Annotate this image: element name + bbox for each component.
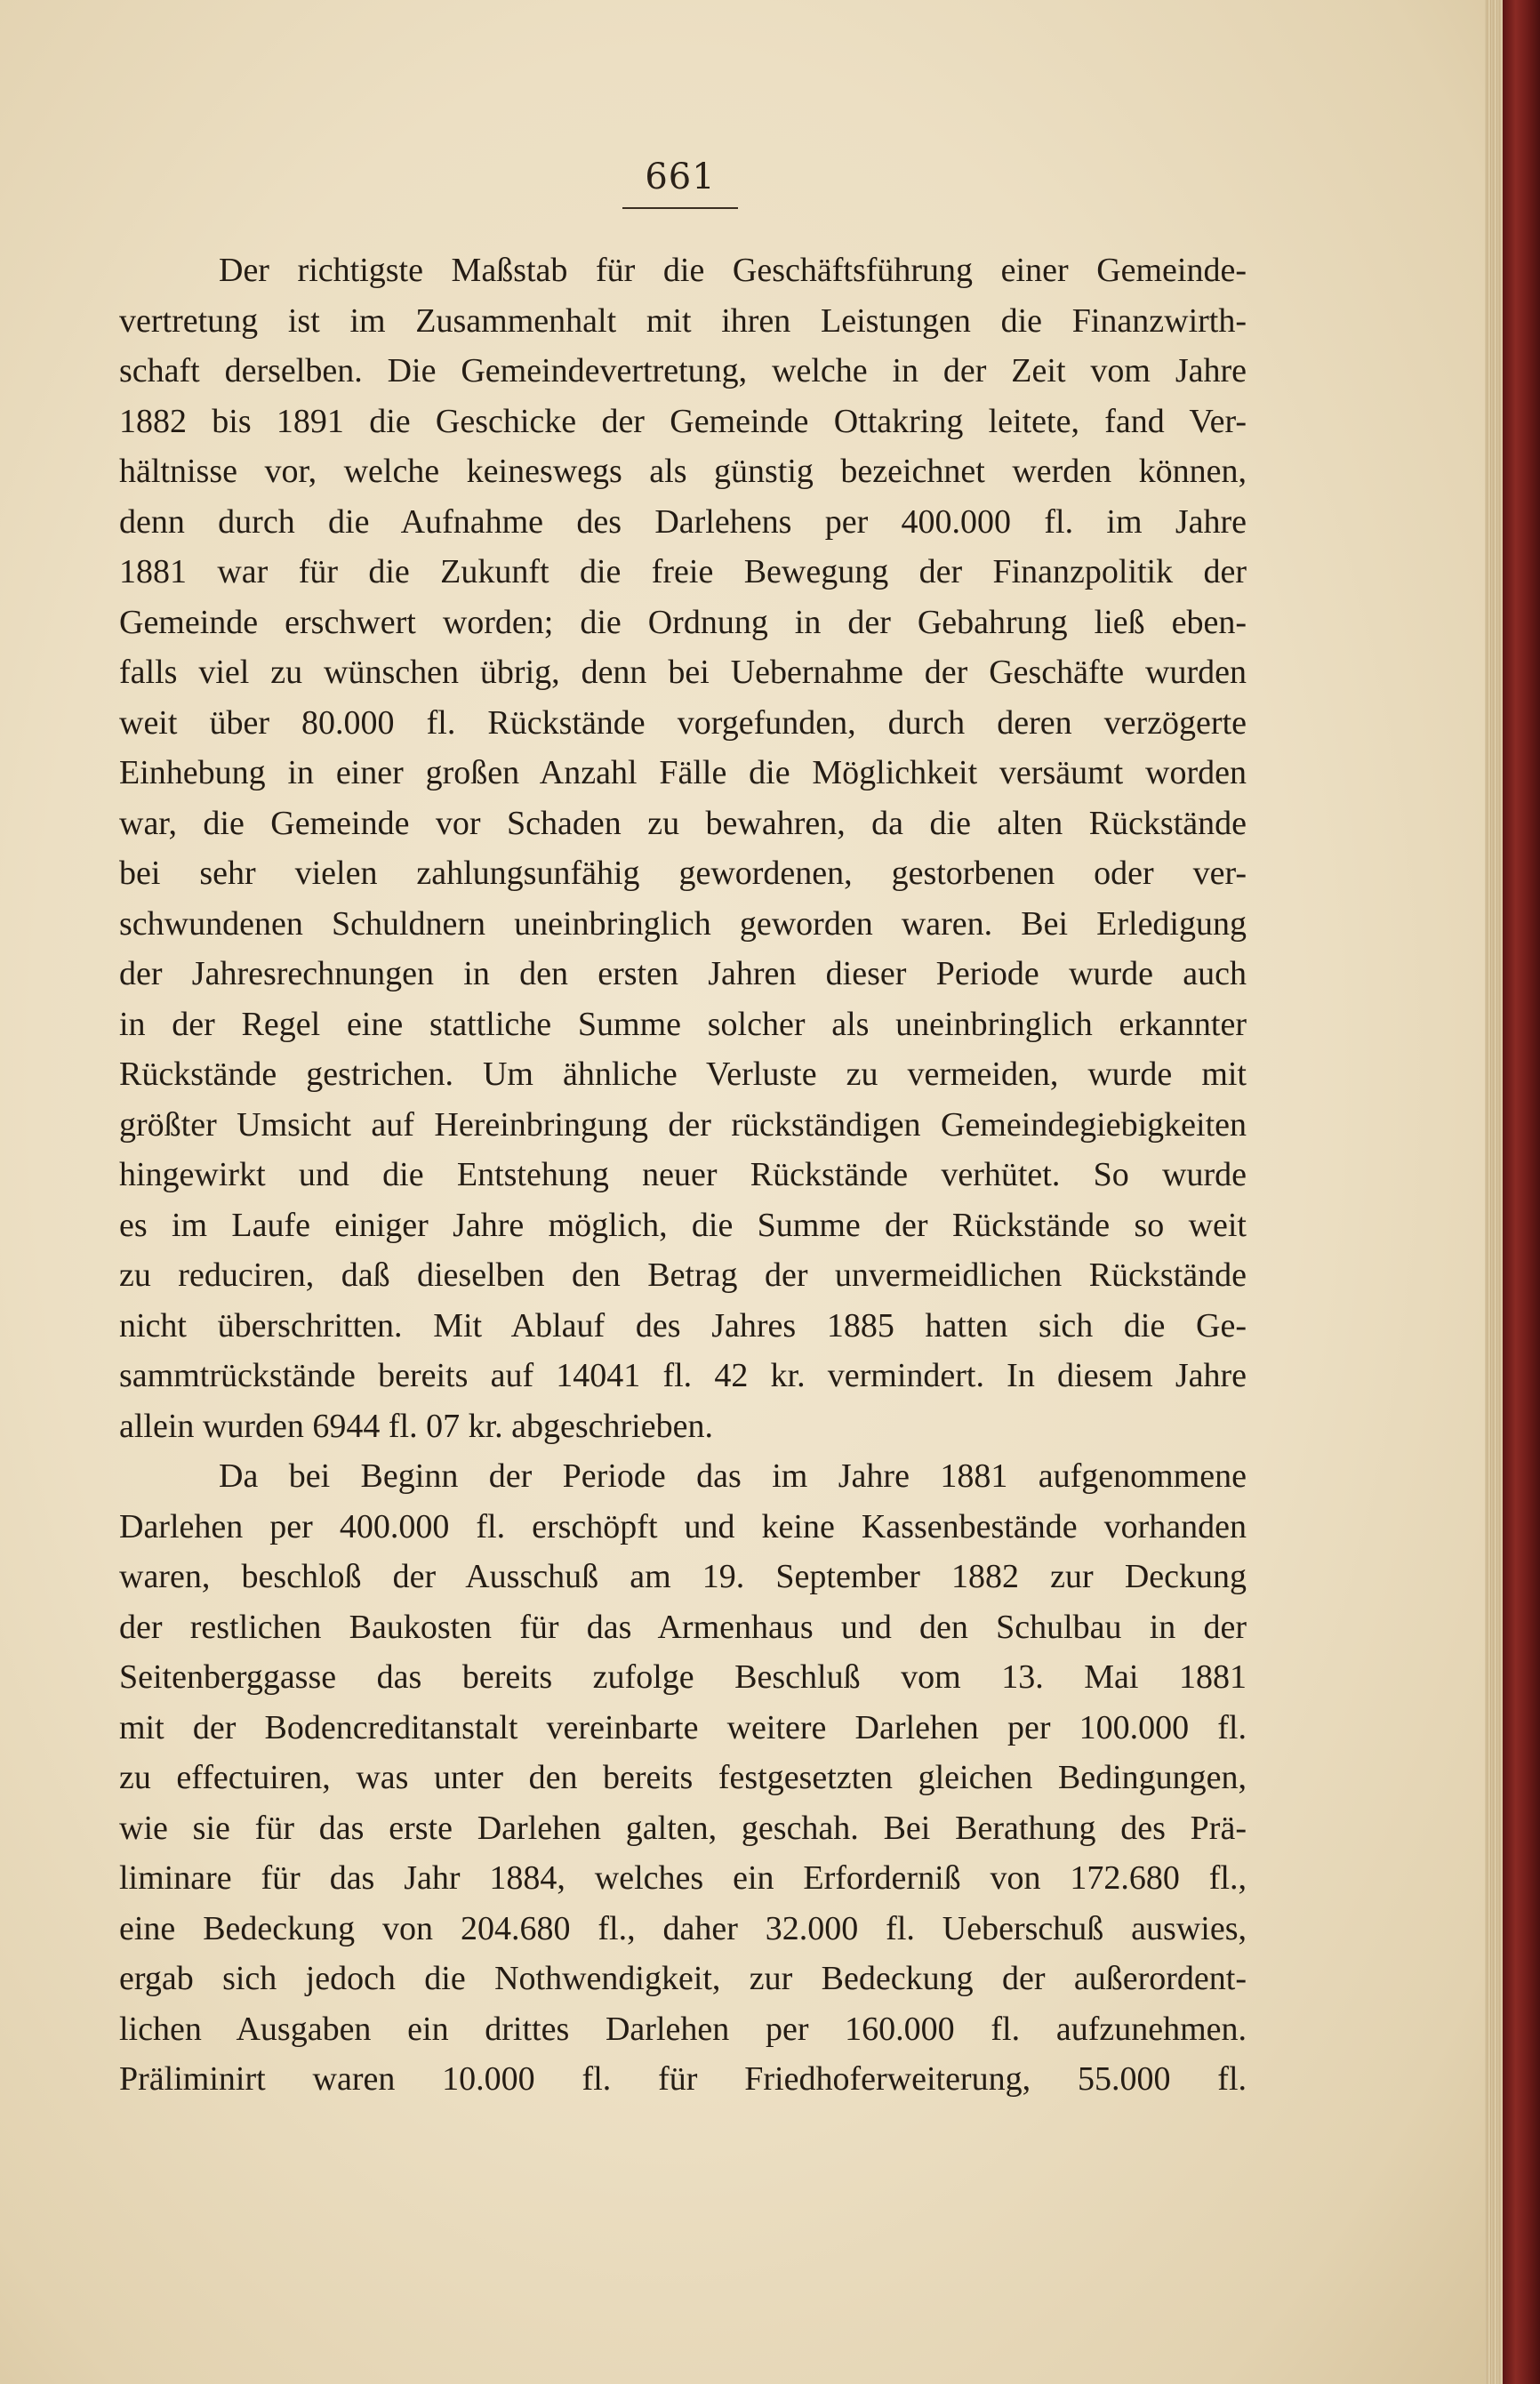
text-line: schaft derselben. Die Gemeindevertretung, welche in der Zeit vom Jahre bbox=[119, 352, 1247, 389]
body-text bbox=[119, 245, 1247, 2105]
text-line: ergab sich jedoch die Nothwendigkeit, zur Bedeckung der außerordent- bbox=[119, 1960, 1247, 1997]
text-line: mit der Bodencreditanstalt vereinbarte weitere Darlehen per 100.000 fl. bbox=[119, 1708, 1247, 1746]
text-line: Einhebung in einer großen Anzahl Fälle die Möglichkeit versäumt worden bbox=[119, 754, 1247, 791]
text-line: allein wurden 6944 fl. 07 kr. abgeschrieben. bbox=[119, 1407, 713, 1445]
text-line: weit über 80.000 fl. Rückstände vorgefunden, durch deren verzögerte bbox=[119, 703, 1247, 742]
text-line: war, die Gemeinde vor Schaden zu bewahren, da die alten Rückstände bbox=[119, 804, 1247, 842]
text-line: nicht überschritten. Mit Ablauf des Jahres 1885 hatten sich die Ge- bbox=[119, 1306, 1247, 1345]
text-line: bei sehr vielen zahlungsunfähig gewordenen, gestorbenen oder ver- bbox=[119, 855, 1247, 892]
text-line: 1881 war für die Zukunft die freie Bewegung der Finanzpolitik der bbox=[119, 553, 1247, 590]
text-line: Gemeinde erschwert worden; die Ordnung in der Gebahrung ließ eben- bbox=[119, 603, 1247, 641]
text-line: schwundenen Schuldnern uneinbringlich geworden waren. Bei Erledigung bbox=[119, 904, 1247, 943]
text-line: hältnisse vor, welche keineswegs als günstig bezeichnet werden können, bbox=[119, 453, 1247, 490]
text-line: hingewirkt und die Entstehung neuer Rückstände verhütet. So wurde bbox=[119, 1156, 1247, 1193]
text-line: eine Bedeckung von 204.680 fl., daher 32.000 fl. Ueberschuß auswies, bbox=[119, 1909, 1247, 1947]
page-number-rule bbox=[622, 207, 738, 209]
text-line: Rückstände gestrichen. Um ähnliche Verluste zu vermeiden, wurde mit bbox=[119, 1056, 1247, 1093]
page-number: 661 bbox=[645, 157, 716, 197]
text-line: in der Regel eine stattliche Summe solcher als uneinbringlich erkannter bbox=[119, 1005, 1247, 1043]
text-line: der Jahresrechnungen in den ersten Jahren dieser Periode wurde auch bbox=[119, 955, 1247, 992]
text-line: es im Laufe einiger Jahre möglich, die Summe der Rückstände so weit bbox=[119, 1206, 1247, 1244]
text-line: liminare für das Jahr 1884, welches ein Erforderniß von 172.680 fl., bbox=[119, 1859, 1247, 1897]
text-line: zu reduciren, daß dieselben den Betrag der unvermeidlichen Rückstände bbox=[119, 1256, 1247, 1294]
book-spine bbox=[1503, 0, 1540, 2384]
text-line: Da bei Beginn der Periode das im Jahre 1881 aufgenommene bbox=[219, 1457, 1247, 1495]
text-line: vertretung ist im Zusammenhalt mit ihren Leistungen die Finanzwirth- bbox=[119, 301, 1247, 340]
text-line: sammtrückstände bereits auf 14041 fl. 42 kr. vermindert. In diesem Jahre bbox=[119, 1357, 1247, 1394]
text-line: waren, beschloß der Ausschuß am 19. September 1882 zur Deckung bbox=[119, 1558, 1247, 1595]
text-line: falls viel zu wünschen übrig, denn bei Uebernahme der Geschäfte wurden bbox=[119, 654, 1247, 691]
text-line: Der richtigste Maßstab für die Geschäftsführung einer Gemeinde- bbox=[219, 252, 1247, 289]
text-line: lichen Ausgaben ein drittes Darlehen per 160.000 fl. aufzunehmen. bbox=[119, 2010, 1247, 2048]
text-line: Darlehen per 400.000 fl. erschöpft und keine Kassenbestände vorhanden bbox=[119, 1507, 1247, 1545]
page-edge bbox=[1485, 0, 1503, 2384]
text-line: zu effectuiren, was unter den bereits festgesetzten gleichen Bedingungen, bbox=[119, 1759, 1247, 1796]
text-line: der restlichen Baukosten für das Armenhaus und den Schulbau in der bbox=[119, 1608, 1247, 1646]
text-line: 1882 bis 1891 die Geschicke der Gemeinde Ottakring leitete, fand Ver- bbox=[119, 402, 1247, 440]
text-line: größter Umsicht auf Hereinbringung der rückständigen Gemeindegiebigkeiten bbox=[119, 1105, 1247, 1144]
text-line: Präliminirt waren 10.000 fl. für Friedhoferweiterung, 55.000 fl. bbox=[119, 2060, 1247, 2098]
text-line: Seitenberggasse das bereits zufolge Beschluß vom 13. Mai 1881 bbox=[119, 1658, 1247, 1696]
text-line: denn durch die Aufnahme des Darlehens per 400.000 fl. im Jahre bbox=[119, 502, 1247, 541]
text-line: wie sie für das erste Darlehen galten, geschah. Bei Berathung des Prä- bbox=[119, 1809, 1247, 1847]
